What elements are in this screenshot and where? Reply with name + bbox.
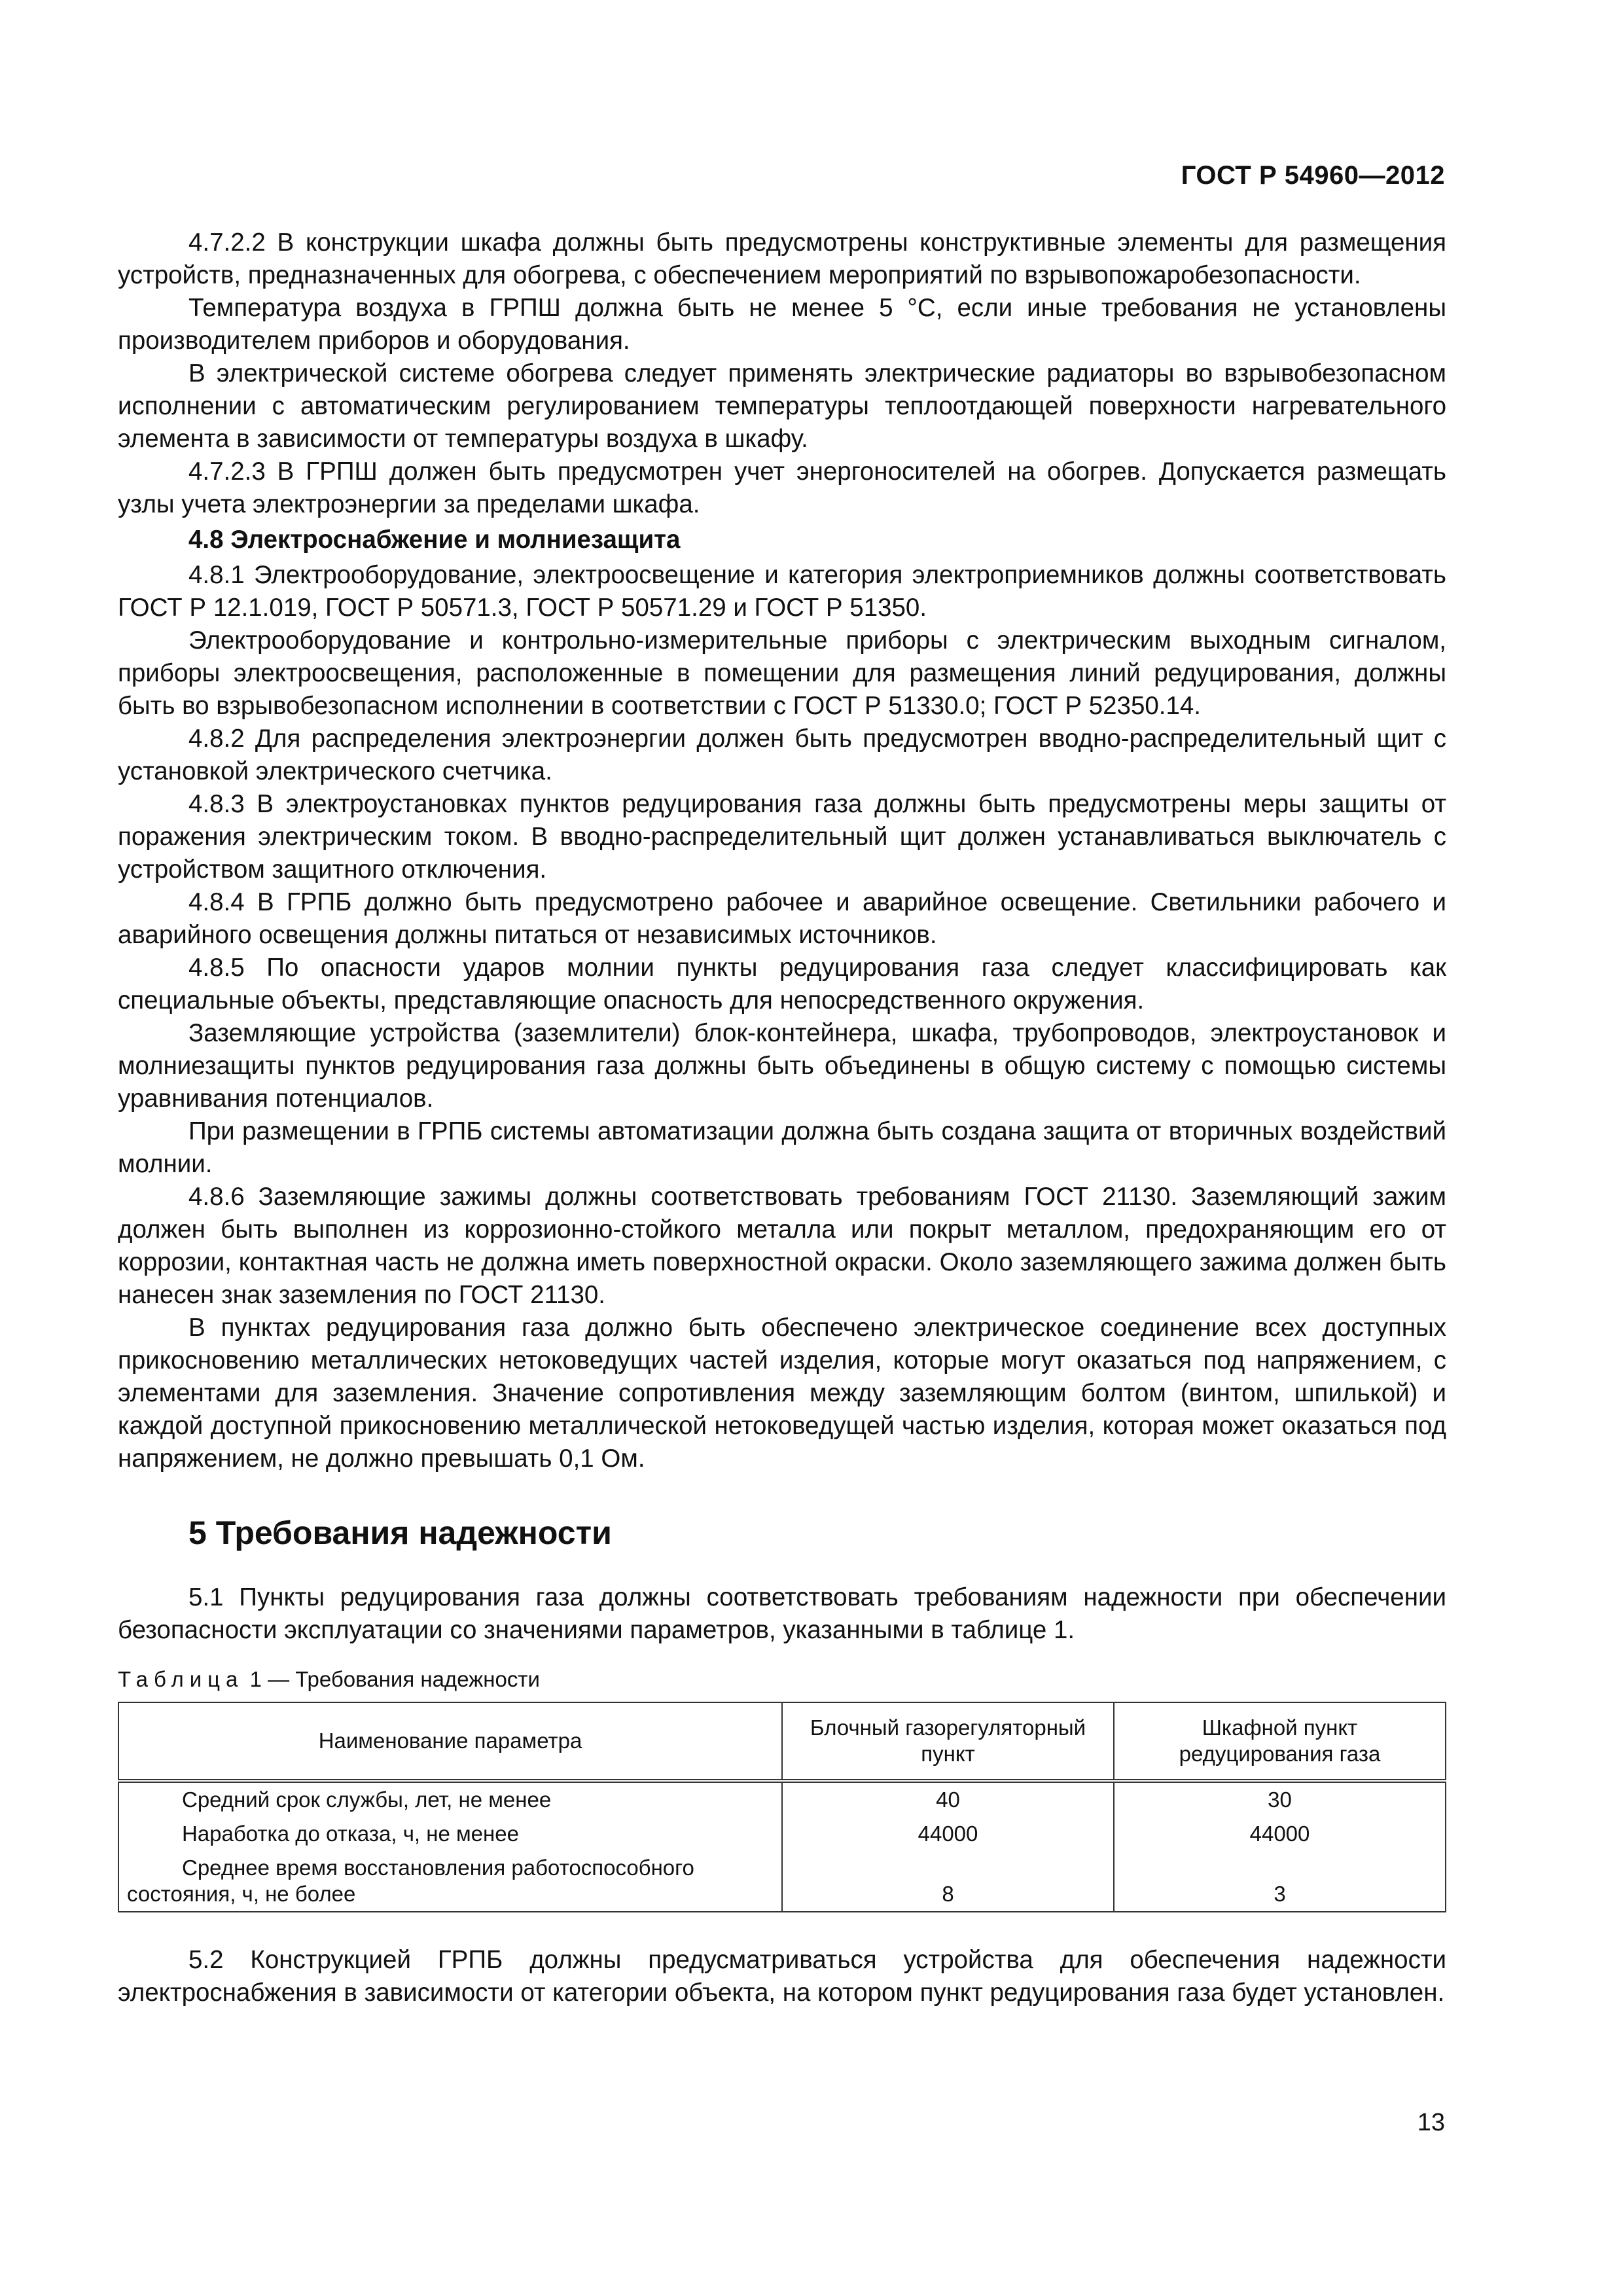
page-content xyxy=(118,226,1446,2009)
paragraph-5-1: 5.1 Пункты редуцирования газа должны соответствовать требованиям надежности при обеспечении безопасности эксплуатации со значениями параметров, указанными в таблице 1. xyxy=(118,1583,1446,1644)
table-caption-label: Таблица xyxy=(118,1667,244,1691)
paragraph-secondary-lightning: При размещении в ГРПБ системы автоматизации должна быть создана защита от вторичных воздействий молнии. xyxy=(118,1117,1446,1178)
row-cabinet-value: 3 xyxy=(1114,1851,1446,1912)
paragraph-5-2: 5.2 Конструкцией ГРПБ должны предусматриваться устройства для обеспечения надежности электроснабжения в зависимости от категории объекта, на котором пункт редуцирования газа будет установлен. xyxy=(118,1946,1446,2007)
header-cabinet-unit: Шкафной пункт редуцирования газа xyxy=(1114,1702,1446,1781)
paragraph-4-8-1: 4.8.1 Электрооборудование, электроосвещение и категория электроприемников должны соответствовать ГОСТ Р 12.1.019, ГОСТ Р 50571.3, ГОСТ Р 50571.29 и ГОСТ Р 51350. xyxy=(118,561,1446,622)
row-block-value: 8 xyxy=(782,1851,1114,1912)
header-parameter-name: Наименование параметра xyxy=(118,1702,782,1781)
paragraph-4-8-6: 4.8.6 Заземляющие зажимы должны соответствовать требованиям ГОСТ 21130. Заземляющий зажим должен быть выполнен из коррозионно-стойкого металла или покрыт металлом, предохраняющим его от коррозии, контактная часть не должна иметь поверхностной окраски. Около заземляющего зажима должен быть нанесен знак заземления по ГОСТ 21130. xyxy=(118,1183,1446,1309)
row-cabinet-value: 30 xyxy=(1114,1781,1446,1817)
section-4-8-heading: 4.8 Электроснабжение и молниезащита xyxy=(188,526,681,554)
paragraph-4-8-5: 4.8.5 По опасности ударов молнии пункты редуцирования газа следует классифицировать как специальные объекты, представляющие опасность для непосредственного окружения. xyxy=(118,954,1446,1014)
table-header-row xyxy=(118,1702,1446,1781)
paragraph-heating-system: В электрической системе обогрева следует применять электрические радиаторы во взрывобезопасном исполнении с автоматическим регулированием температуры теплоотдающей поверхности нагревательного элемента в зависимости от температуры воздуха в шкафу. xyxy=(118,359,1446,453)
paragraph-grounding-devices: Заземляющие устройства (заземлители) блок-контейнера, шкафа, трубопроводов, электроустановок и молниезащиты пунктов редуцирования газа должны быть объединены в общую систему с помощью системы уравнивания потенциалов. xyxy=(118,1019,1446,1113)
row-block-value: 44000 xyxy=(782,1817,1114,1851)
paragraph-4-7-2-2: 4.7.2.2 В конструкции шкафа должны быть предусмотрены конструктивные элементы для размещения устройств, предназначенных для обогрева, с обеспечением мероприятий по взрывопожаробезопасности. xyxy=(118,228,1446,289)
table-caption-title: 1 — Требования надежности xyxy=(249,1667,540,1691)
row-block-value: 40 xyxy=(782,1781,1114,1817)
section-5-heading: 5 Требования надежности xyxy=(188,1515,612,1551)
row-name: Средний срок службы, лет, не менее xyxy=(118,1781,782,1817)
row-name: Наработка до отказа, ч, не менее xyxy=(118,1817,782,1851)
table-row xyxy=(118,1817,1446,1851)
paragraph-explosion-proof-equipment: Электрооборудование и контрольно-измерительные приборы с электрическим выходным сигналом, приборы электроосвещения, расположенные в помещении для размещения линий редуцирования, должны быть во взрывобезопасном исполнении в соответствии с ГОСТ Р 51330.0; ГОСТ Р 52350.14. xyxy=(118,626,1446,720)
header-block-unit: Блочный газорегуляторный пункт xyxy=(782,1702,1114,1781)
paragraph-4-8-2: 4.8.2 Для распределения электроэнергии должен быть предусмотрен вводно-распределительный щит с установкой электрического счетчика. xyxy=(118,725,1446,785)
paragraph-4-7-2-3: 4.7.2.3 В ГРПШ должен быть предусмотрен учет энергоносителей на обогрев. Допускается размещать узлы учета электроэнергии за пределами шкафа. xyxy=(118,457,1446,518)
paragraph-4-8-4: 4.8.4 В ГРПБ должно быть предусмотрено рабочее и аварийное освещение. Светильники рабочего и аварийного освещения должны питаться от независимых источников. xyxy=(118,888,1446,949)
table-row xyxy=(118,1781,1446,1817)
paragraph-electrical-connection: В пунктах редуцирования газа должно быть обеспечено электрическое соединение всех доступных прикосновению металлических нетоковедущих частей изделия, которые могут оказаться под напряжением, с элементами для заземления. Значение сопротивления между заземляющим болтом (винтом, шпилькой) и каждой доступной прикосновению металлической нетоковедущей частью изделия, которая может оказаться под напряжением, не должно превышать 0,1 Ом. xyxy=(118,1314,1446,1473)
table-caption xyxy=(118,1666,1446,1693)
table-row xyxy=(118,1851,1446,1912)
document-standard-number: ГОСТ Р 54960—2012 xyxy=(1181,161,1445,190)
row-name: Среднее время восстановления работоспособного состояния, ч, не более xyxy=(118,1851,782,1912)
row-cabinet-value: 44000 xyxy=(1114,1817,1446,1851)
paragraph-air-temperature: Температура воздуха в ГРПШ должна быть не менее 5 °С, если иные требования не установлены производителем приборов и оборудования. xyxy=(118,294,1446,355)
page-number: 13 xyxy=(1417,2109,1445,2136)
paragraph-4-8-3: 4.8.3 В электроустановках пунктов редуцирования газа должны быть предусмотрены меры защиты от поражения электрическим током. В вводно-распределительный щит должен устанавливаться выключатель с устройством защитного отключения. xyxy=(118,790,1446,884)
reliability-table xyxy=(118,1702,1446,1912)
